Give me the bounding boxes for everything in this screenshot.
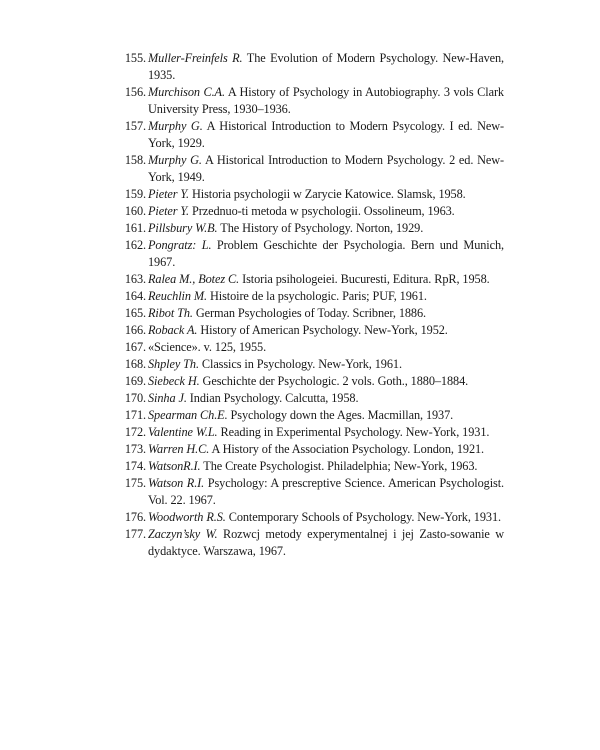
reference-item bbox=[118, 390, 504, 407]
reference-text: Psychology down the Ages. Macmillan, 1937. bbox=[227, 408, 454, 422]
reference-text: A Historical Introduction to Modern Psycology. I ed. New-York, 1929. bbox=[148, 119, 505, 150]
reference-number: 170. bbox=[124, 391, 146, 405]
reference-author: Pongratz: L. bbox=[148, 238, 212, 252]
reference-text: A Historical Introduction to Modern Psychology. 2 ed. New-York, 1949. bbox=[148, 153, 504, 184]
reference-text: Reading in Experimental Psychology. New-York, 1931. bbox=[217, 425, 490, 439]
reference-item bbox=[118, 339, 504, 356]
reference-item bbox=[118, 526, 504, 560]
reference-text: A History of Psychology in Autobiography. 3 vols Clark University Press, 1930–1936. bbox=[148, 85, 504, 116]
reference-author: Pieter Y. bbox=[148, 187, 190, 201]
reference-item bbox=[118, 152, 504, 186]
reference-author: Reuchlin M. bbox=[148, 289, 207, 303]
reference-author: Valentine W.L. bbox=[148, 425, 218, 439]
reference-text: Przednuo-ti metoda w psychologii. Ossolineum, 1963. bbox=[189, 204, 455, 218]
reference-number: 171. bbox=[124, 408, 146, 422]
reference-number: 165. bbox=[124, 306, 146, 320]
reference-number: 164. bbox=[124, 289, 146, 303]
reference-number: 156. bbox=[124, 85, 146, 99]
reference-number: 174. bbox=[124, 459, 146, 473]
reference-text: Indian Psychology. Calcutta, 1958. bbox=[186, 391, 359, 405]
reference-author: Woodworth R.S. bbox=[148, 510, 226, 524]
reference-item bbox=[118, 288, 504, 305]
reference-item bbox=[118, 305, 504, 322]
reference-text: Psychology: A prescreptive Science. American Psychologist. Vol. 22. 1967. bbox=[148, 476, 504, 507]
reference-item bbox=[118, 118, 504, 152]
reference-author: Murchison C.A. bbox=[148, 85, 225, 99]
reference-number: 166. bbox=[124, 323, 146, 337]
reference-author: Pillsbury W.B. bbox=[148, 221, 218, 235]
reference-text: History of American Psychology. New-York, 1952. bbox=[197, 323, 448, 337]
reference-text: German Psychologies of Today. Scribner, 1886. bbox=[192, 306, 427, 320]
reference-number: 172. bbox=[124, 425, 146, 439]
reference-text: Istoria psihologeiei. Bucuresti, Editura. RpR, 1958. bbox=[239, 272, 490, 286]
reference-number: 175. bbox=[124, 476, 146, 490]
reference-item bbox=[118, 237, 504, 271]
reference-author: Spearman Ch.E. bbox=[148, 408, 228, 422]
reference-text: Problem Geschichte der Psychologia. Bern und Munich, 1967. bbox=[148, 238, 504, 269]
reference-number: 162. bbox=[124, 238, 146, 252]
reference-text: Historia psychologii w Zarycie Katowice. Slamsk, 1958. bbox=[189, 187, 466, 201]
reference-text: The Evolution of Modern Psychology. New-Haven, 1935. bbox=[148, 51, 504, 82]
reference-number: 155. bbox=[124, 51, 146, 65]
reference-author: Murphy G. bbox=[148, 119, 203, 133]
reference-item bbox=[118, 373, 504, 390]
reference-number: 159. bbox=[124, 187, 146, 201]
reference-text: A History of the Association Psychology. London, 1921. bbox=[209, 442, 485, 456]
reference-text: «Science». v. 125, 1955. bbox=[148, 340, 267, 354]
reference-item bbox=[118, 458, 504, 475]
reference-text: Classics in Psychology. New-York, 1961. bbox=[198, 357, 402, 371]
reference-number: 168. bbox=[124, 357, 146, 371]
reference-text: The Create Psychologist. Philadelphia; New-York, 1963. bbox=[200, 459, 478, 473]
reference-author: Ribot Th. bbox=[148, 306, 193, 320]
reference-item bbox=[118, 424, 504, 441]
reference-author: Pieter Y. bbox=[148, 204, 190, 218]
reference-author: Zaczyn’sky W. bbox=[148, 527, 218, 541]
reference-item bbox=[118, 50, 504, 84]
reference-author: Watson R.I. bbox=[148, 476, 205, 490]
reference-author: Ralea M., Botez C. bbox=[148, 272, 240, 286]
reference-author: Roback A. bbox=[148, 323, 198, 337]
reference-text: Histoire de la psychologic. Paris; PUF, 1961. bbox=[207, 289, 427, 303]
reference-item bbox=[118, 356, 504, 373]
reference-number: 160. bbox=[124, 204, 146, 218]
reference-text: The History of Psychology. Norton, 1929. bbox=[217, 221, 424, 235]
reference-text: Geschichte der Psychologic. 2 vols. Goth., 1880–1884. bbox=[199, 374, 469, 388]
reference-number: 173. bbox=[124, 442, 146, 456]
reference-item bbox=[118, 407, 504, 424]
reference-number: 167. bbox=[124, 340, 146, 354]
reference-number: 158. bbox=[124, 153, 146, 167]
reference-number: 157. bbox=[124, 119, 146, 133]
reference-author: Sinha J. bbox=[148, 391, 187, 405]
reference-author: WatsonR.I. bbox=[148, 459, 201, 473]
reference-author: Murphy G. bbox=[148, 153, 202, 167]
reference-number: 169. bbox=[124, 374, 146, 388]
reference-item bbox=[118, 271, 504, 288]
reference-item bbox=[118, 84, 504, 118]
reference-item bbox=[118, 186, 504, 203]
reference-author: Warren H.C. bbox=[148, 442, 210, 456]
reference-item bbox=[118, 220, 504, 237]
reference-text: Rozwcj metody experymentalnej i jej Zasto-sowanie w dydaktyce. Warszawa, 1967. bbox=[148, 527, 504, 558]
reference-item bbox=[118, 509, 504, 526]
reference-number: 177. bbox=[124, 527, 146, 541]
reference-item bbox=[118, 203, 504, 220]
reference-item bbox=[118, 475, 504, 509]
reference-number: 161. bbox=[124, 221, 146, 235]
reference-list bbox=[118, 50, 504, 560]
reference-text: Contemporary Schools of Psychology. New-York, 1931. bbox=[225, 510, 501, 524]
reference-number: 176. bbox=[124, 510, 146, 524]
reference-author: Siebeck H. bbox=[148, 374, 200, 388]
reference-number: 163. bbox=[124, 272, 146, 286]
reference-item bbox=[118, 441, 504, 458]
reference-author: Shpley Th. bbox=[148, 357, 199, 371]
reference-author: Muller-Freinfels R. bbox=[148, 51, 243, 65]
reference-item bbox=[118, 322, 504, 339]
